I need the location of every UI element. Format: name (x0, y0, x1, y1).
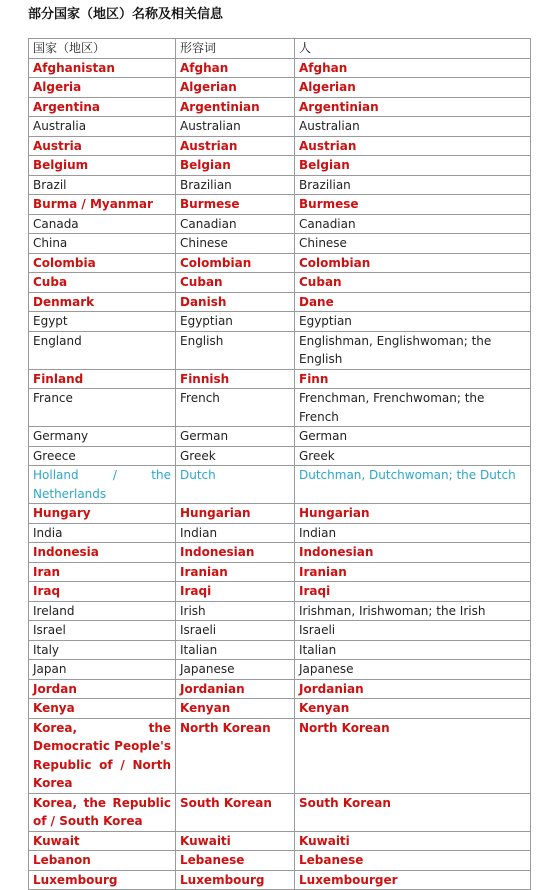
cell-adjective: Jordanian (176, 679, 295, 699)
cell-people: Australian (295, 117, 531, 137)
cell-country: Kenya (29, 699, 176, 719)
table-row (29, 640, 531, 660)
table-row (29, 312, 531, 332)
cell-people: Argentinian (295, 97, 531, 117)
table-row (29, 273, 531, 293)
cell-adjective: Austrian (176, 136, 295, 156)
cell-adjective: Hungarian (176, 504, 295, 524)
table-header-row (29, 39, 531, 59)
cell-people: Chinese (295, 234, 531, 254)
cell-people: Afghan (295, 58, 531, 78)
table-row (29, 562, 531, 582)
cell-adjective: Israeli (176, 621, 295, 641)
cell-adjective: French (176, 389, 295, 427)
cell-country: Hungary (29, 504, 176, 524)
country-table (28, 38, 531, 890)
cell-country: Iran (29, 562, 176, 582)
table-row (29, 78, 531, 98)
cell-country: Algeria (29, 78, 176, 98)
cell-adjective: Egyptian (176, 312, 295, 332)
cell-adjective: Dutch (176, 466, 295, 504)
cell-adjective: North Korean (176, 718, 295, 793)
cell-country: England (29, 331, 176, 369)
cell-people: North Korean (295, 718, 531, 793)
cell-country: Kuwait (29, 831, 176, 851)
page-title: 部分国家（地区）名称及相关信息 (28, 7, 224, 22)
table-row (29, 870, 531, 890)
cell-adjective: Afghan (176, 58, 295, 78)
cell-people: Dutchman, Dutchwoman; the Dutch (295, 466, 531, 504)
cell-people: Israeli (295, 621, 531, 641)
cell-people: Lebanese (295, 851, 531, 871)
table-row (29, 621, 531, 641)
cell-adjective: Indonesian (176, 543, 295, 563)
cell-adjective: Canadian (176, 214, 295, 234)
cell-people: Indian (295, 523, 531, 543)
table-row (29, 679, 531, 699)
cell-adjective: Colombian (176, 253, 295, 273)
table-row (29, 582, 531, 602)
cell-people: Colombian (295, 253, 531, 273)
cell-adjective: Danish (176, 292, 295, 312)
cell-people: Kenyan (295, 699, 531, 719)
table-row (29, 389, 531, 427)
table-row (29, 718, 531, 793)
cell-people: Luxembourger (295, 870, 531, 890)
cell-country: Denmark (29, 292, 176, 312)
table-row (29, 214, 531, 234)
cell-people: Indonesian (295, 543, 531, 563)
table-row (29, 58, 531, 78)
cell-adjective: Greek (176, 446, 295, 466)
cell-people: Finn (295, 369, 531, 389)
table-row (29, 543, 531, 563)
cell-country: Jordan (29, 679, 176, 699)
cell-people: Cuban (295, 273, 531, 293)
cell-country: Egypt (29, 312, 176, 332)
cell-people: Algerian (295, 78, 531, 98)
cell-country: Lebanon (29, 851, 176, 871)
cell-country: Indonesia (29, 543, 176, 563)
cell-adjective: Indian (176, 523, 295, 543)
cell-country: Italy (29, 640, 176, 660)
cell-country: Cuba (29, 273, 176, 293)
table-row (29, 156, 531, 176)
cell-people: Italian (295, 640, 531, 660)
cell-country: Belgium (29, 156, 176, 176)
cell-country: France (29, 389, 176, 427)
cell-country: Argentina (29, 97, 176, 117)
cell-adjective: South Korean (176, 793, 295, 831)
cell-people: Austrian (295, 136, 531, 156)
cell-people: Frenchman, Frenchwoman; the French (295, 389, 531, 427)
table-row (29, 136, 531, 156)
table-row (29, 504, 531, 524)
cell-people: Englishman, Englishwoman; the English (295, 331, 531, 369)
table-row (29, 117, 531, 137)
cell-people: Burmese (295, 195, 531, 215)
table-row (29, 831, 531, 851)
cell-adjective: Iraqi (176, 582, 295, 602)
table-row (29, 523, 531, 543)
table-row (29, 234, 531, 254)
cell-adjective: Japanese (176, 660, 295, 680)
cell-adjective: Italian (176, 640, 295, 660)
table-row (29, 660, 531, 680)
cell-adjective: Kuwaiti (176, 831, 295, 851)
cell-adjective: Iranian (176, 562, 295, 582)
cell-people: Belgian (295, 156, 531, 176)
cell-country: Holland / the Netherlands (29, 466, 176, 504)
cell-people: German (295, 427, 531, 447)
table-row (29, 292, 531, 312)
cell-adjective: Irish (176, 601, 295, 621)
cell-country: Luxembourg (29, 870, 176, 890)
cell-country: Germany (29, 427, 176, 447)
cell-country: Finland (29, 369, 176, 389)
header-people: 人 (295, 39, 531, 59)
table-row (29, 851, 531, 871)
cell-people: Japanese (295, 660, 531, 680)
cell-people: Dane (295, 292, 531, 312)
cell-people: Egyptian (295, 312, 531, 332)
header-adjective: 形容词 (176, 39, 295, 59)
cell-adjective: German (176, 427, 295, 447)
cell-adjective: Algerian (176, 78, 295, 98)
header-country: 国家（地区） (29, 39, 176, 59)
table-row (29, 97, 531, 117)
cell-adjective: Kenyan (176, 699, 295, 719)
cell-country: Afghanistan (29, 58, 176, 78)
cell-people: Jordanian (295, 679, 531, 699)
cell-country: Colombia (29, 253, 176, 273)
cell-country: Greece (29, 446, 176, 466)
cell-country: Israel (29, 621, 176, 641)
cell-people: Kuwaiti (295, 831, 531, 851)
table-row (29, 369, 531, 389)
cell-country: Canada (29, 214, 176, 234)
cell-country: Korea, the Republic of / South Korea (29, 793, 176, 831)
cell-adjective: English (176, 331, 295, 369)
cell-people: Brazilian (295, 175, 531, 195)
cell-adjective: Finnish (176, 369, 295, 389)
cell-people: Iraqi (295, 582, 531, 602)
cell-people: Canadian (295, 214, 531, 234)
cell-adjective: Cuban (176, 273, 295, 293)
cell-people: Greek (295, 446, 531, 466)
cell-country: Ireland (29, 601, 176, 621)
cell-adjective: Australian (176, 117, 295, 137)
cell-people: Irishman, Irishwoman; the Irish (295, 601, 531, 621)
table-row (29, 253, 531, 273)
table-row (29, 793, 531, 831)
cell-country: Brazil (29, 175, 176, 195)
table-row (29, 699, 531, 719)
cell-adjective: Chinese (176, 234, 295, 254)
cell-country: Iraq (29, 582, 176, 602)
table-row (29, 601, 531, 621)
cell-country: Burma / Myanmar (29, 195, 176, 215)
cell-adjective: Argentinian (176, 97, 295, 117)
cell-people: Iranian (295, 562, 531, 582)
cell-people: South Korean (295, 793, 531, 831)
table-row (29, 175, 531, 195)
cell-adjective: Luxembourg (176, 870, 295, 890)
cell-people: Hungarian (295, 504, 531, 524)
cell-adjective: Lebanese (176, 851, 295, 871)
table-row (29, 427, 531, 447)
cell-adjective: Burmese (176, 195, 295, 215)
cell-country: Australia (29, 117, 176, 137)
cell-country: Japan (29, 660, 176, 680)
cell-adjective: Belgian (176, 156, 295, 176)
table-row (29, 331, 531, 369)
cell-country: Austria (29, 136, 176, 156)
table-row (29, 195, 531, 215)
cell-country: India (29, 523, 176, 543)
cell-adjective: Brazilian (176, 175, 295, 195)
table-row (29, 446, 531, 466)
cell-country: China (29, 234, 176, 254)
table-row (29, 466, 531, 504)
cell-country: Korea, the Democratic People's Republic of / North Korea (29, 718, 176, 793)
